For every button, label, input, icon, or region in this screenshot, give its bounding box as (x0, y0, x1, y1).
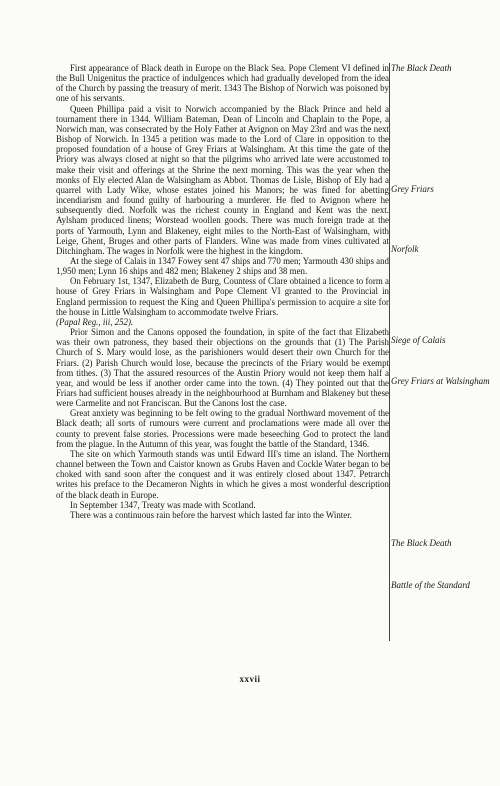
margin-note-battle-standard: Battle of the Standard (391, 580, 470, 590)
paragraph: First appearance of Black death in Europe on the Black Sea. Pope Clement VI defined in the Bull Unigenitus the practice of indulgences which had gradually developed from the idea of the Church by passing the treasury of merit. 1343 The Bishop of Norwich was poisoned by one of his servants. (56, 63, 389, 104)
citation-text: (Papal Reg., iii, 252). (56, 316, 134, 327)
margin-note-black-death: The Black Death (391, 63, 452, 73)
text-column (56, 63, 389, 520)
margin-note-grey-friars: Grey Friars (391, 184, 434, 194)
paragraph: At the siege of Calais in 1347 Fowey sent 47 ships and 770 men; Yarmouth 430 ships and 1,950 men; Lynn 16 ships and 482 men; Blakeney 2 ships and 38 men. (56, 255, 389, 277)
paragraph: The site on which Yarmouth stands was until Edward III's time an island. The Northern channel between the Town and Caistor known as Grubs Haven and Cockle Water began to be choked with sand soon after the conquest and it was entirely closed about 1347. Petrarch writes his preface to the Decameron Nights in which he gives a most wonderful description of the black death in Europe. (56, 448, 389, 500)
margin-note-siege-of-calais: Siege of Calais (391, 335, 446, 345)
citation (56, 317, 389, 327)
margin-note-norfolk: Norfolk (391, 244, 419, 254)
paragraph: There was a continuous rain before the harvest which lasted far into the Winter. (70, 509, 352, 520)
paragraph: Great anxiety was beginning to be felt owing to the gradual Northward movement of the Black death; all sorts of rumours were current and proclamations were made all over the county to prevent false stories. Processions were made beseeching God to protect the land from the plague. In the Autumn of this year, was fought the battle of the Standard, 1346. (56, 408, 389, 449)
margin-note-grey-friars-walsingham: Grey Friars at Walsingham (391, 376, 490, 386)
paragraph: On February 1st, 1347, Elizabeth de Burg, Countess of Clare obtained a licence to form a house of Grey Friars in Walsingham and Pope Clement VI granted to the Provincial in England permission to request the King and Queen Phillipa's permission to acquire a site for the house in Little Walsingham to accommodate twelve Friars. (56, 276, 389, 317)
page-number: xxvii (239, 674, 261, 684)
margin-note-black-death-2: The Black Death (391, 538, 452, 548)
paragraph: Prior Simon and the Canons opposed the foundation, in spite of the fact that Elizabeth was their own patroness, they based their objections on the grounds that (1) The Parish Church of S. Mary would lose, as the parishioners would desert their own Church for the Friars. (2) Parish Church would lose, because the precincts of the Friary would be exempt from tithes. (3) That the assured resources of the Austin Priory would not keep them half a year, and would be less if another order came into the town. (4) They pointed out that the Friars had sufficient houses already in the neighbourhood at Burnham and Blakeney but these were Carmelite and not Franciscan. But the Canons lost the case. (56, 327, 389, 409)
margin-rule (389, 63, 390, 641)
paragraph: In September 1347, Treaty was made with Scotland. (70, 499, 256, 510)
paragraph: Queen Phillipa paid a visit to Norwich accompanied by the Black Prince and held a tournament there in 1344. William Bateman, Dean of Lincoln and Chaplain to the Pope, a Norwich man, was consecrated by the Holy Father at Avignon on May 23rd and was the next Bishop of Norwich. In 1345 a petition was made to the Lord of Clare in opposition to the proposed foundation of a house of Grey Friars at Walsingham. At this time the gate of the Priory was always closed at night so that the pilgrims who arrived late were accustomed to make their visit and offerings at the Shrine the next morning. This was the year when the monks of Ely elected Alan de Walsingham as Abbot. Thomas de Lisle, Bishop of Ely had a quarrel with Lady Wike, whose estates joined his Manors; he was fined for abetting incendiarism and found guilty of harbouring a murderer. He fled to Avignon where he subsequently died. Norfolk was the richest county in England and Kent was the next. Aylsham produced linens; Worstead woollen goods. There was much foreign trade at the ports of Yarmouth, Lynn and Blakeney, eight miles to the North-East of Walsingham, with Leige, Ghent, Bruges and other parts of Flanders. Wine was made from vines cultivated at Ditchingham. The wages in Norfolk were the highest in the kingdom. (56, 103, 389, 256)
